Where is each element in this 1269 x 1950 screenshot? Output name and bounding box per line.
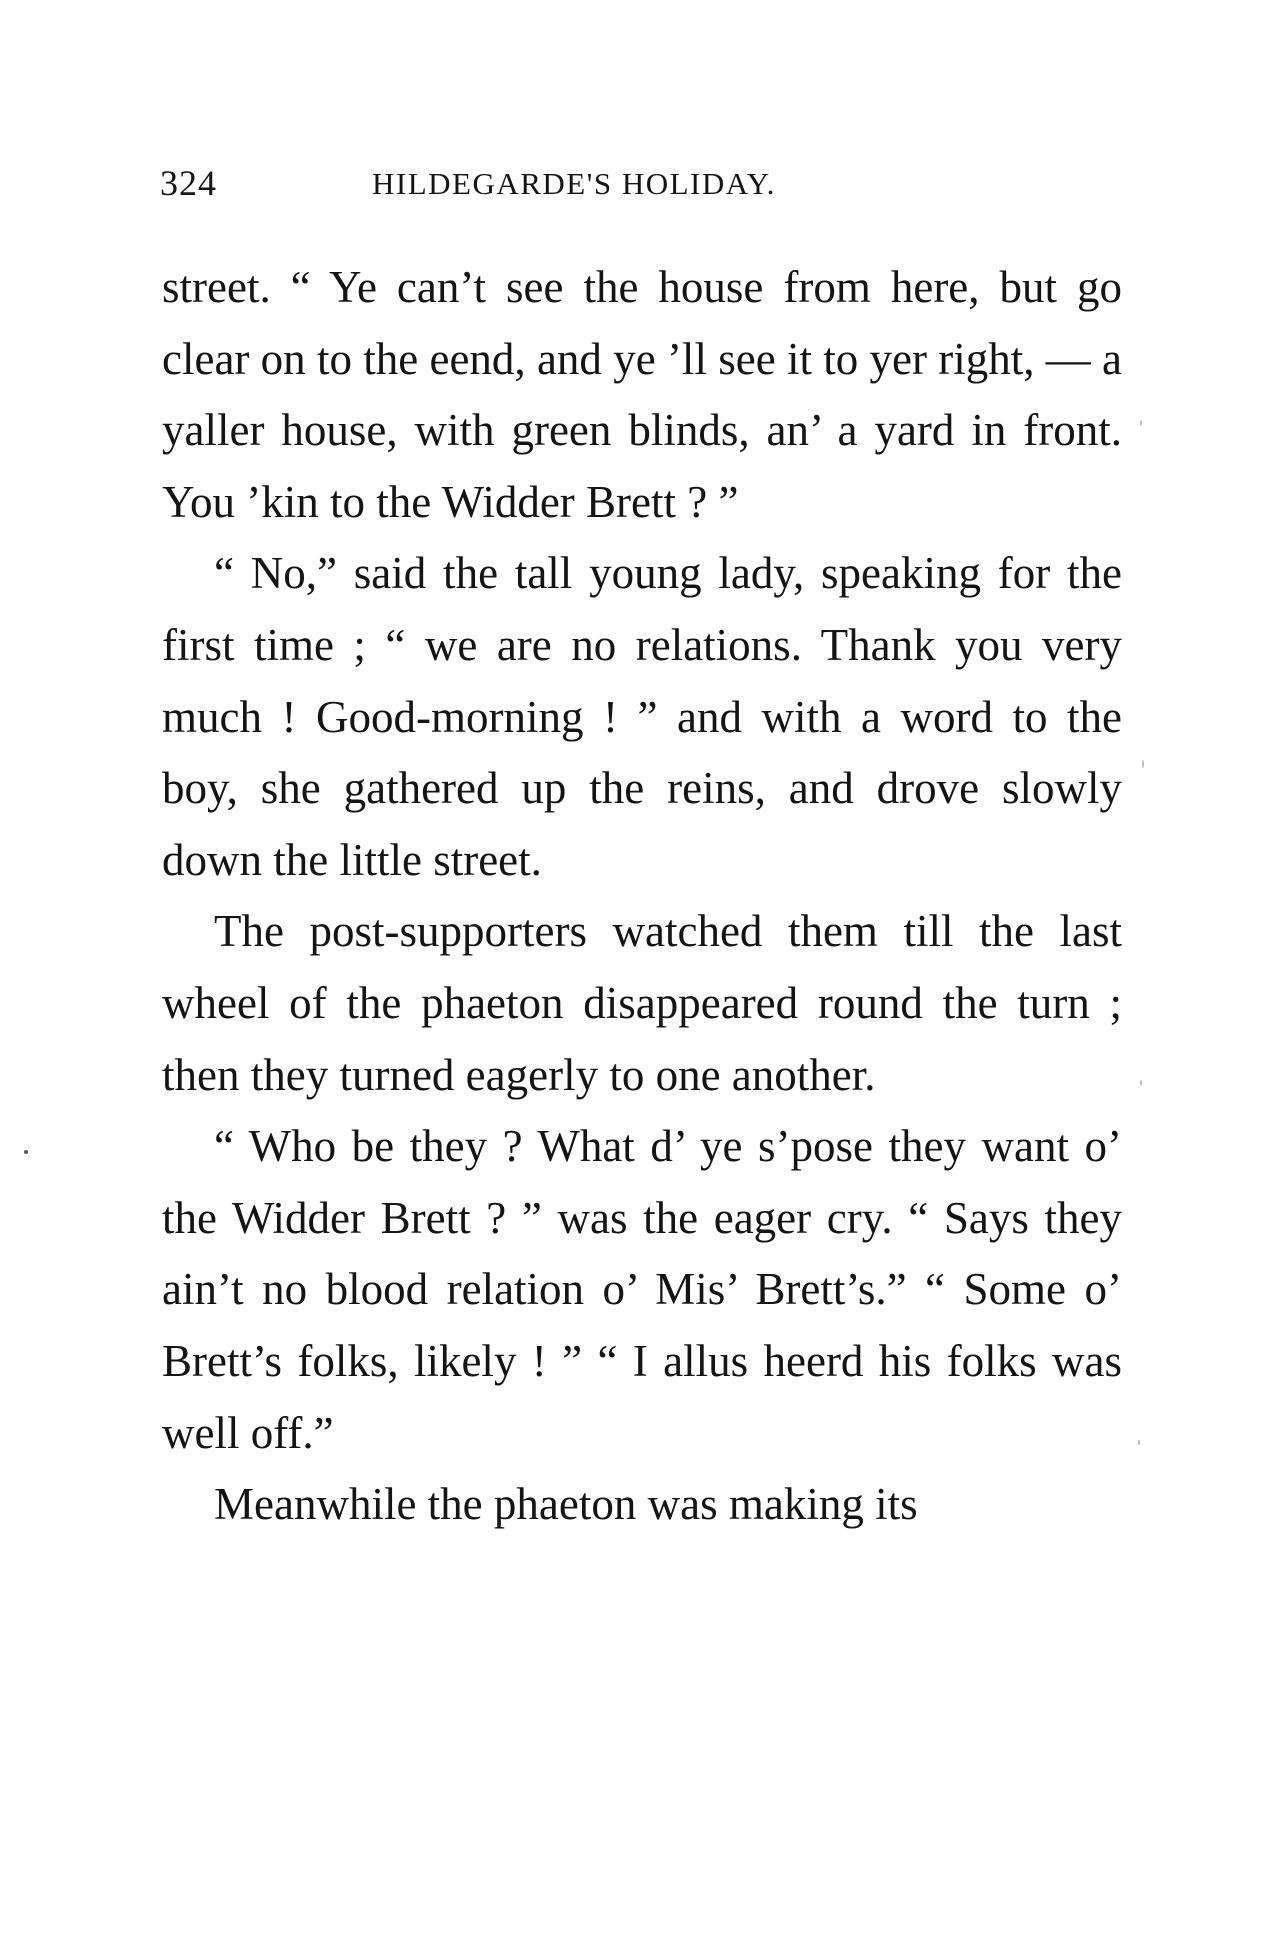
page-number: 324	[160, 163, 217, 203]
scan-speck	[24, 1150, 28, 1154]
scan-speck	[1138, 1440, 1140, 1445]
paragraph-2: “ No,” said the tall young lady, speaking for the first time ; “ we are no relations. Thank you very much ! Good-morning ! ” and with a word to the boy, she gathered up the reins, and drove slowly down the little street.	[162, 548, 1122, 885]
paragraph-5: Meanwhile the phaeton was making its	[214, 1479, 918, 1530]
paragraph-1: street. “ Ye can’t see the house from here, but go clear on to the eend, and ye ’ll see it to yer right, — a yaller house, with green blinds, an’ a yard in front. You ’kin to the Widder Brett ? ”	[162, 262, 1122, 527]
scan-speck	[1142, 760, 1144, 768]
paragraph-4: “ Who be they ? What d’ ye s’pose they want o’ the Widder Brett ? ” was the eager cry. “ Says they ain’t no blood relation o’ Mis’ Brett’s.” “ Some o’ Brett’s folks, likely ! ” “ I allus heerd his folks was well off.”	[162, 1121, 1122, 1458]
scan-speck	[1140, 1080, 1142, 1086]
running-head: HILDEGARDE'S HOLIDAY.	[372, 166, 776, 201]
scan-speck	[1140, 420, 1142, 426]
body-text	[162, 252, 1122, 1541]
paragraph-3: The post-supporters watched them till the last wheel of the phaeton disappeared round the turn ; then they turned eagerly to one another.	[162, 906, 1122, 1100]
page-header	[160, 162, 1120, 222]
